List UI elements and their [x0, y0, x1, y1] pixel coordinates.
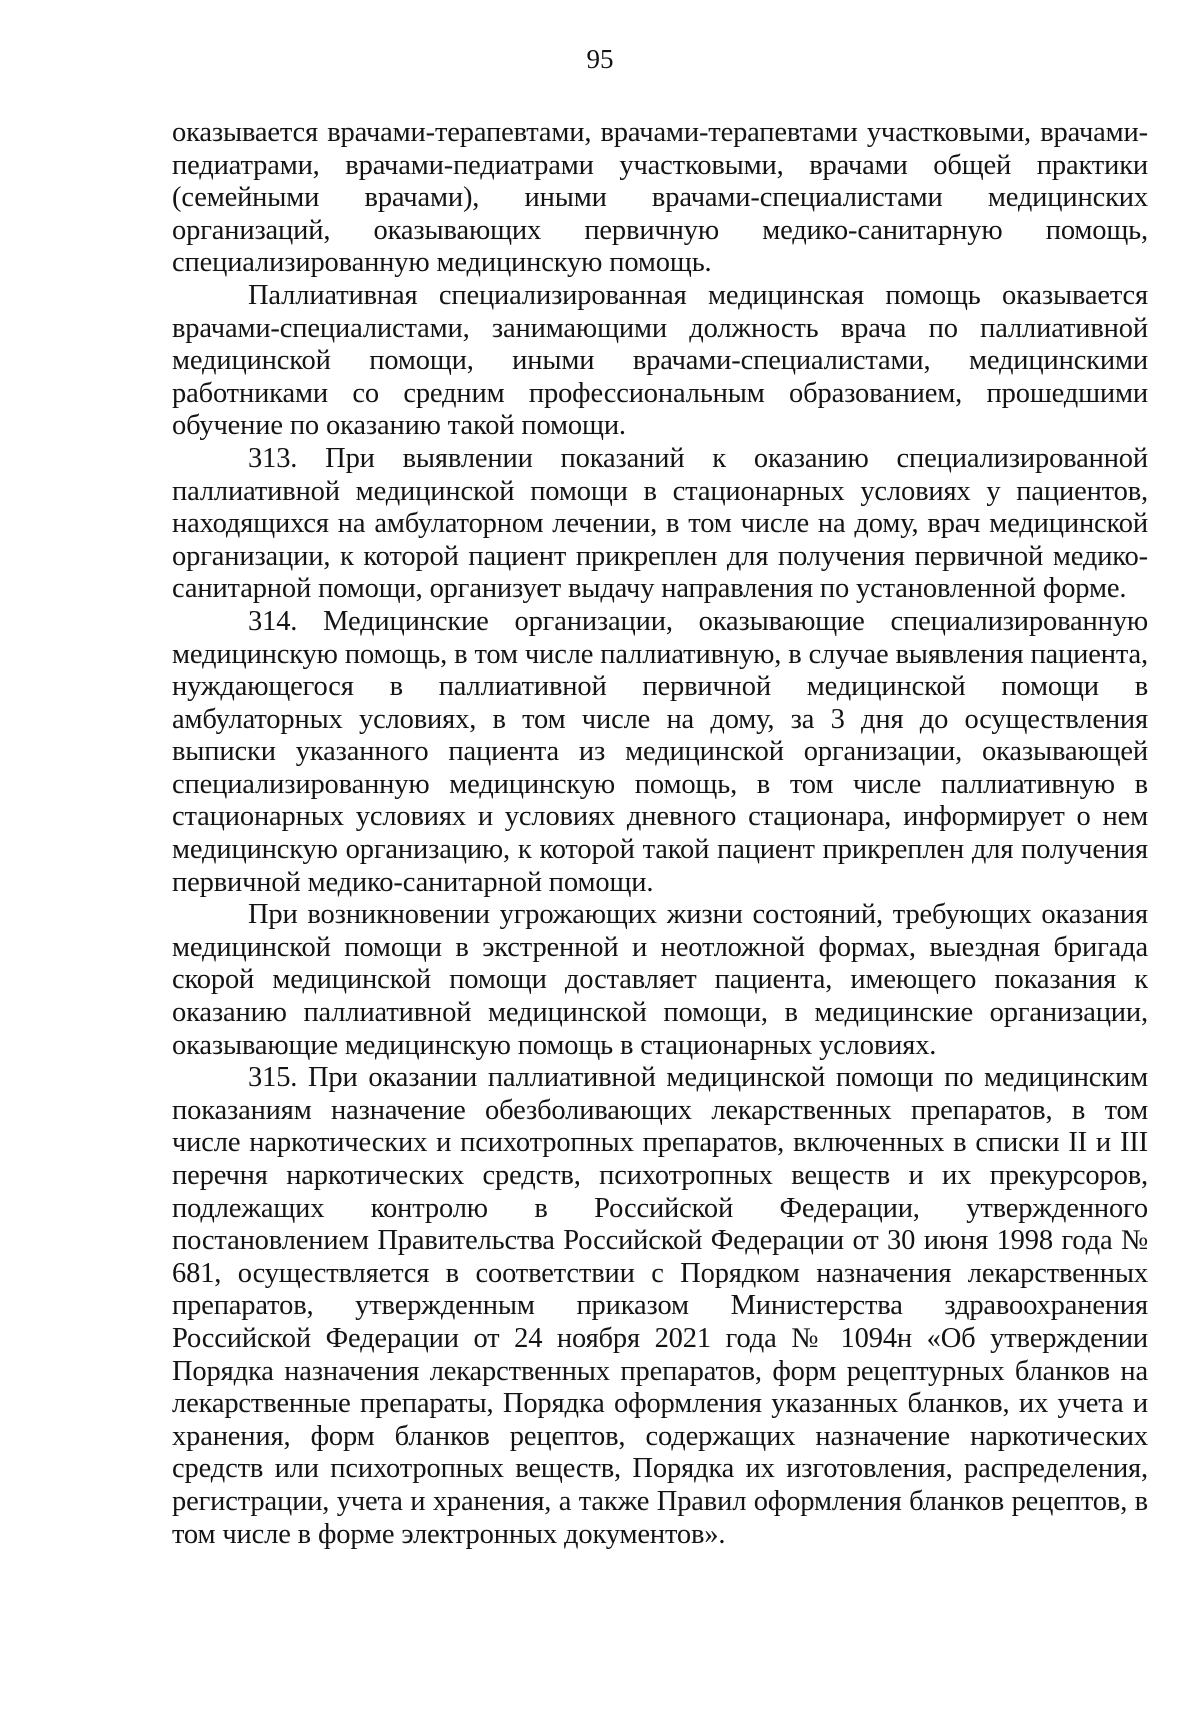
paragraph-314: 314. Медицинские организации, оказывающие специализированную медицинскую помощь, в том числе паллиативную, в случае выявления пациента, нуждающегося в паллиативной первичной медицинской помощи в амбулаторных условиях, в том числе на дому, за 3 дня до осуществления выписки указанного пациента из медицинской организации, оказывающей специализированную медицинскую помощь, в том числе паллиативную в стационарных условиях и условиях дневного стационара, информирует о нем медицинскую организацию, к которой такой пациент прикреплен для получения первичной медико-санитарной помощи.	[172, 605, 1148, 898]
paragraph-1: оказывается врачами-терапевтами, врачами-терапевтами участковыми, врачами-педиатрами, врачами-педиатрами участковыми, врачами общей практики (семейными врачами), иными врачами-специалистами медицинских организаций, оказывающих первичную медико-санитарную помощь, специализированную медицинскую помощь.	[172, 117, 1148, 279]
paragraph-2: Паллиативная специализированная медицинская помощь оказывается врачами-специалистами, занимающими должность врача по паллиативной медицинской помощи, иными врачами-специалистами, медицинскими работниками со средним профессиональным образованием, прошедшими обучение по оказанию такой помощи.	[172, 279, 1148, 442]
document-body	[172, 117, 1148, 1551]
page-number: 95	[586, 44, 614, 74]
paragraph-313: 313. При выявлении показаний к оказанию специализированной паллиативной медицинской помощи в стационарных условиях у пациентов, находящихся на амбулаторном лечении, в том числе на дому, врач медицинской организации, к которой пациент прикреплен для получения первичной медико-санитарной помощи, организует выдачу направления по установленной форме.	[172, 442, 1148, 605]
paragraph-5: При возникновении угрожающих жизни состояний, требующих оказания медицинской помощи в экстренной и неотложной формах, выездная бригада скорой медицинской помощи доставляет пациента, имеющего показания к оказанию паллиативной медицинской помощи, в медицинские организации, оказывающие медицинскую помощь в стационарных условиях.	[172, 899, 1148, 1061]
paragraph-315: 315. При оказании паллиативной медицинской помощи по медицинским показаниям назначение обезболивающих лекарственных препаратов, в том числе наркотических и психотропных препаратов, включенных в списки II и III перечня наркотических средств, психотропных веществ и их прекурсоров, подлежащих контролю в Российской Федерации, утвержденного постановлением Правительства Российской Федерации от 30 июня 1998 года № 681, осуществляется в соответствии с Порядком назначения лекарственных препаратов, утвержденным приказом Министерства здравоохранения Российской Федерации от 24 ноября 2021 года № 1094н «Об утверждении Порядка назначения лекарственных препаратов, форм рецептурных бланков на лекарственные препараты, Порядка оформления указанных бланков, их учета и хранения, форм бланков рецептов, содержащих назначение наркотических средств или психотропных веществ, Порядка их изготовления, распределения, регистрации, учета и хранения, а также Правил оформления бланков рецептов, в том числе в форме электронных документов».	[172, 1062, 1148, 1550]
